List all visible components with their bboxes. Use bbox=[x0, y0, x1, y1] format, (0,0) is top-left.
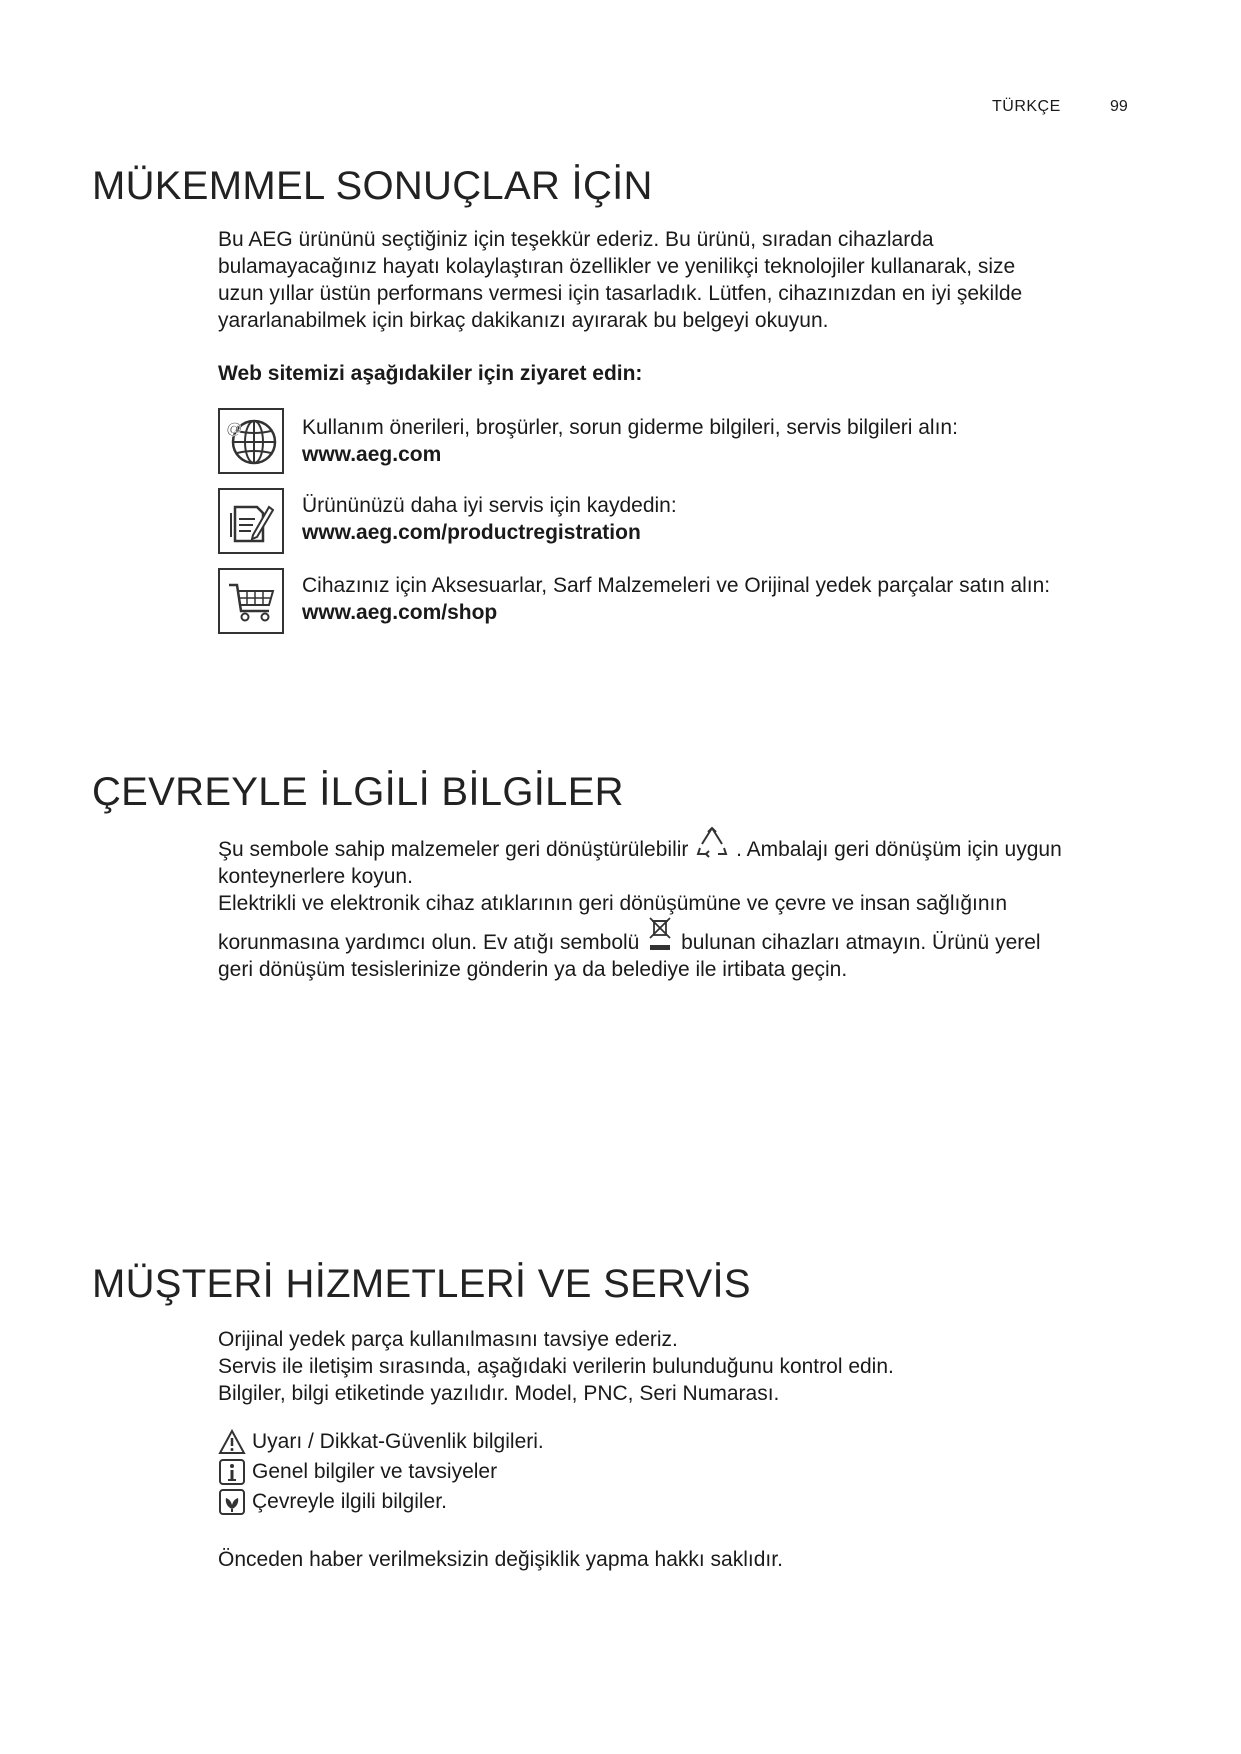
legend-text: Uyarı / Dikkat-Güvenlik bilgileri. bbox=[252, 1430, 544, 1453]
visit-heading: Web sitemizi aşağıdakiler için ziyaret edin: bbox=[218, 362, 643, 385]
environment-icon bbox=[218, 1489, 246, 1515]
crossed-bin-icon bbox=[645, 915, 675, 955]
env-text: . Ambalajı geri dönüşüm için uygun bbox=[736, 838, 1062, 861]
env-text: korunmasına yardımcı olun. Ev atığı sembolü bbox=[218, 931, 640, 954]
env-line-3: Elektrikli ve elektronik cihaz atıklarının geri dönüşümüne ve çevre ve insan sağlığının bbox=[218, 892, 1008, 915]
legend-environment bbox=[218, 1488, 447, 1515]
intro-line: Bu AEG ürününü seçtiğiniz için teşekkür ederiz. Bu ürünü, sıradan cihazlarda bbox=[218, 228, 934, 251]
link-item-tips bbox=[302, 414, 958, 468]
link-url-aeg[interactable]: www.aeg.com bbox=[302, 443, 442, 466]
section-title-excellence: MÜKEMMEL SONUÇLAR İÇİN bbox=[92, 164, 653, 208]
intro-paragraph bbox=[218, 226, 1022, 334]
info-icon bbox=[218, 1459, 246, 1485]
page-number: 99 bbox=[1110, 98, 1128, 115]
warning-icon bbox=[218, 1429, 246, 1455]
globe-icon bbox=[218, 408, 284, 474]
legend-info bbox=[218, 1458, 497, 1485]
legend-text: Genel bilgiler ve tavsiyeler bbox=[252, 1460, 498, 1483]
link-description: Cihazınız için Aksesuarlar, Sarf Malzemeleri ve Orijinal yedek parçalar satın alın: bbox=[302, 574, 1051, 597]
legend-text: Çevreyle ilgili bilgiler. bbox=[252, 1490, 447, 1513]
service-line: Servis ile iletişim sırasında, aşağıdaki verilerin bulunduğunu kontrol edin. bbox=[218, 1355, 894, 1378]
env-line-5: geri dönüşüm tesislerinize gönderin ya da belediye ile irtibata geçin. bbox=[218, 958, 848, 981]
intro-line: uzun yıllar üstün performans vermesi için tasarladık. Lütfen, cihazınızdan en iyi şekilde bbox=[218, 282, 1023, 305]
environment-paragraph bbox=[218, 836, 1118, 983]
link-item-shop bbox=[302, 572, 1050, 626]
recycle-icon bbox=[694, 826, 730, 860]
env-line-1 bbox=[218, 836, 1118, 863]
registration-form-icon bbox=[218, 488, 284, 554]
intro-line: bulamayacağınız hayatı kolaylaştıran özellikler ve yenilikçi teknolojiler kullanarak, size bbox=[218, 255, 1016, 278]
link-description: Kullanım önerileri, broşürler, sorun giderme bilgileri, servis bilgileri alın: bbox=[302, 416, 958, 439]
link-item-registration bbox=[302, 492, 677, 546]
env-line-4 bbox=[218, 929, 1118, 956]
link-url-productregistration[interactable]: www.aeg.com/productregistration bbox=[302, 521, 641, 544]
legend-warning bbox=[218, 1428, 544, 1455]
shopping-cart-icon bbox=[218, 568, 284, 634]
env-text: bulunan cihazları atmayın. Ürünü yerel bbox=[681, 931, 1041, 954]
service-line: Bilgiler, bilgi etiketinde yazılıdır. Model, PNC, Seri Numarası. bbox=[218, 1382, 780, 1405]
service-paragraph bbox=[218, 1326, 894, 1407]
env-line-2: konteynerlere koyun. bbox=[218, 865, 413, 888]
section-title-environment: ÇEVREYLE İLGİLİ BİLGİLER bbox=[92, 770, 624, 814]
link-description: Ürününüzü daha iyi servis için kaydedin: bbox=[302, 494, 677, 517]
header-language: TÜRKÇE bbox=[992, 98, 1061, 115]
svg-text:@: @ bbox=[226, 421, 243, 438]
intro-line: yararlanabilmek için birkaç dakikanızı ayırarak bu belgeyi okuyun. bbox=[218, 309, 829, 332]
service-line: Orijinal yedek parça kullanılmasını tavsiye ederiz. bbox=[218, 1328, 678, 1351]
section-title-customer-service: MÜŞTERİ HİZMETLERİ VE SERVİS bbox=[92, 1262, 751, 1306]
link-url-shop[interactable]: www.aeg.com/shop bbox=[302, 601, 498, 624]
env-text: Şu sembole sahip malzemeler geri dönüştürülebilir bbox=[218, 838, 689, 861]
disclaimer: Önceden haber verilmeksizin değişiklik yapma hakkı saklıdır. bbox=[218, 1548, 783, 1571]
